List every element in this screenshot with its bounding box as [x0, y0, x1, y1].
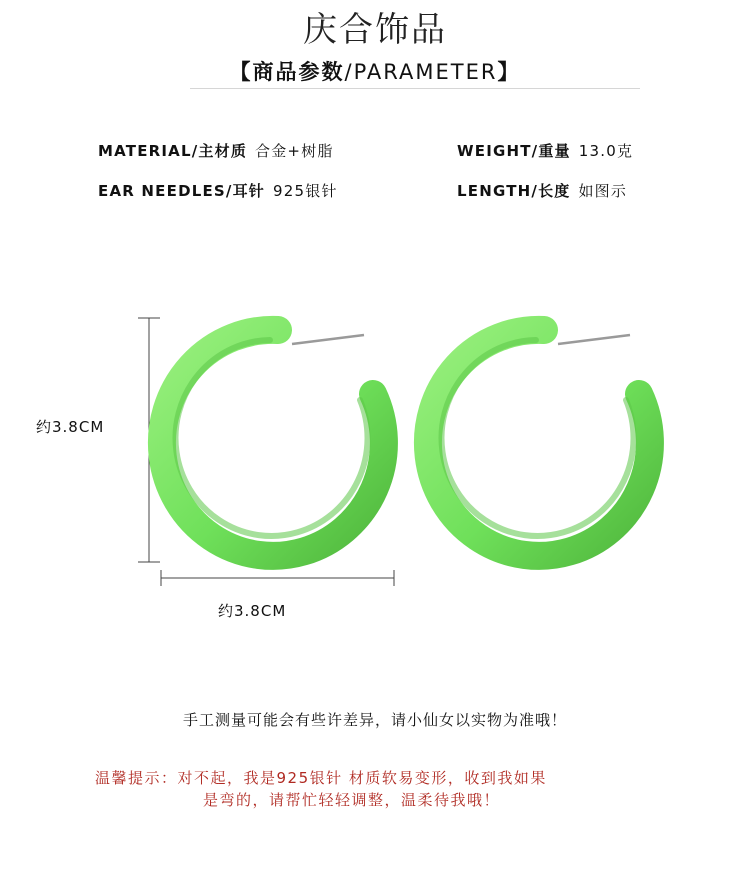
- spec-weight-key: WEIGHT/重量: [457, 142, 571, 160]
- measurement-note: 手工测量可能会有些许差异，请小仙女以实物为准哦！: [182, 711, 567, 729]
- heading-divider: [190, 88, 640, 89]
- parameter-heading: [0, 56, 750, 86]
- spec-needle: [98, 180, 338, 201]
- warning-line-1: 温馨提示：对不起，我是925银针 材质软易变形，收到我如果: [95, 769, 547, 787]
- spec-material-key: MATERIAL/主材质: [98, 142, 248, 160]
- spec-material-value: 合金+树脂: [255, 142, 334, 160]
- spec-material: [98, 140, 334, 161]
- ear-post-left: [292, 335, 364, 344]
- spec-needle-value: 925银针: [273, 182, 338, 200]
- bracket-close: 】: [497, 60, 521, 84]
- warning-line-2: 是弯的，请帮忙轻轻调整，温柔待我哦！: [203, 791, 501, 809]
- spec-length-value: 如图示: [578, 182, 628, 200]
- product-photo: [0, 290, 750, 610]
- width-dimension-line: [161, 570, 394, 586]
- brand-title: 庆合饰品: [303, 10, 447, 50]
- earring-left: [162, 330, 384, 556]
- bracket-open: 【: [229, 60, 253, 84]
- width-label: 约3.8CM: [218, 602, 287, 620]
- spec-length-key: LENGTH/长度: [457, 182, 571, 200]
- parameter-en: PARAMETER: [353, 60, 498, 84]
- parameter-cn: 商品参数: [252, 60, 345, 84]
- spec-weight-value: 13.0克: [578, 142, 634, 160]
- parameter-sep: /: [344, 60, 354, 84]
- height-label: 约3.8CM: [36, 418, 105, 436]
- earring-right: [428, 330, 650, 556]
- spec-needle-key: EAR NEEDLES/耳针: [98, 182, 266, 200]
- ear-post-right: [558, 335, 630, 344]
- spec-length: [457, 180, 627, 201]
- spec-weight: [457, 140, 633, 161]
